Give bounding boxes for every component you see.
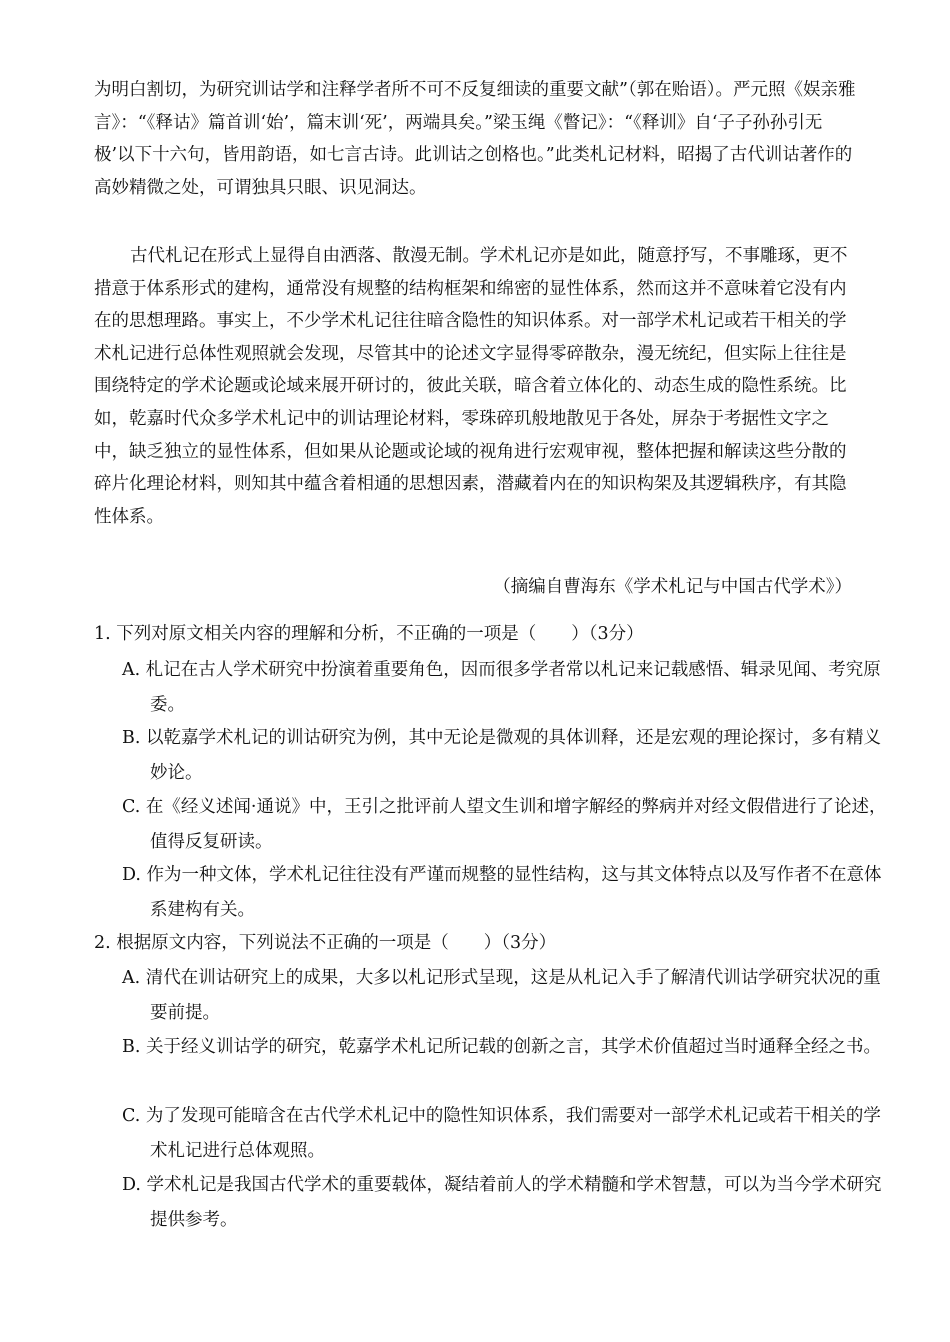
question-2-option-d: D. 学术札记是我国古代学术的重要载体，凝结着前人的学术精髓和学术智慧，可以为当今学术研究提供参考。 — [122, 1175, 882, 1230]
question-1-stem: 1. 下列对原文相关内容的理解和分析，不正确的一项是（ ）（3分） — [94, 624, 644, 644]
question-1-option-d: D. 作为一种文体，学术札记往往没有严谨而规整的显性结构，这与其文体特点以及写作者不在意体系建构有关。 — [122, 865, 882, 920]
passage-paragraph-2: 古代札记在形式上显得自由洒落、散漫无制。学术札记亦是如此，随意抒写，不事雕琢，更不措意于体系形式的建构，通常没有规整的结构框架和绵密的显性体系，然而这并不意味着它没有内在的思想理路。事实上，不少学术札记往往暗含隐性的知识体系。对一部学术札记或若干相关的学术札记进行总体性观照就会发现，尽管其中的论述文字显得零碎散杂，漫无统纪，但实际上往往是围绕特定的学术论题或论域来展开研讨的，彼此关联，暗含着立体化的、动态生成的隐性系统。比如，乾嘉时代众多学术札记中的训诂理论材料，零珠碎玑般地散见于各处，屏杂于考据性文字之中，缺乏独立的显性体系，但如果从论题或论域的视角进行宏观审视，整体把握和解读这些分散的碎片化理论材料，则知其中蕴含着相通的思想因素，潜藏着内在的知识构架及其逻辑秩序，有其隐性体系。 — [94, 246, 848, 527]
question-2-option-b: B. 关于经义训诂学的研究，乾嘉学术札记所记载的创新之言，其学术价值超过当时通释全经之书。 — [122, 1037, 881, 1057]
passage-paragraph-1: 为明白割切，为研究训诂学和注释学者所不可不反复细读的重要文献”（郭在贻语）。严元照《娱亲雅言》：“《释诂》篇首训‘始’，篇末训‘死’，两端具矣。”梁玉绳《瞥记》：“《释训》自‘子子孙孙引无极’以下十六句，皆用韵语，如七言古诗。此训诂之创格也。”此类札记材料，昭揭了古代训诂著作的高妙精微之处，可谓独具只眼、识见洞达。 — [94, 80, 856, 198]
question-1-option-c: C. 在《经义述闻·通说》中，王引之批评前人望文生训和增字解经的弊病并对经文假借进行了论述，值得反复研读。 — [122, 797, 887, 852]
question-1-option-a: A. 札记在古人学术研究中扮演着重要角色，因而很多学者常以札记来记载感悟、辑录见闻、考究原委。 — [122, 660, 881, 715]
question-2-stem: 2. 根据原文内容，下列说法不正确的一项是（ ）（3分） — [94, 933, 557, 953]
question-2-option-a: A. 清代在训诂研究上的成果，大多以札记形式呈现，这是从札记入手了解清代训诂学研究状况的重要前提。 — [122, 968, 881, 1023]
question-1-option-b: B. 以乾嘉学术札记的训诂研究为例，其中无论是微观的具体训释，还是宏观的理论探讨，多有精义妙论。 — [122, 728, 881, 783]
question-2-option-c: C. 为了发现可能暗含在古代学术札记中的隐性知识体系，我们需要对一部学术札记或若干相关的学术札记进行总体观照。 — [122, 1106, 881, 1161]
passage-source: （摘编自曹海东《学术札记与中国古代学术》） — [493, 577, 852, 597]
